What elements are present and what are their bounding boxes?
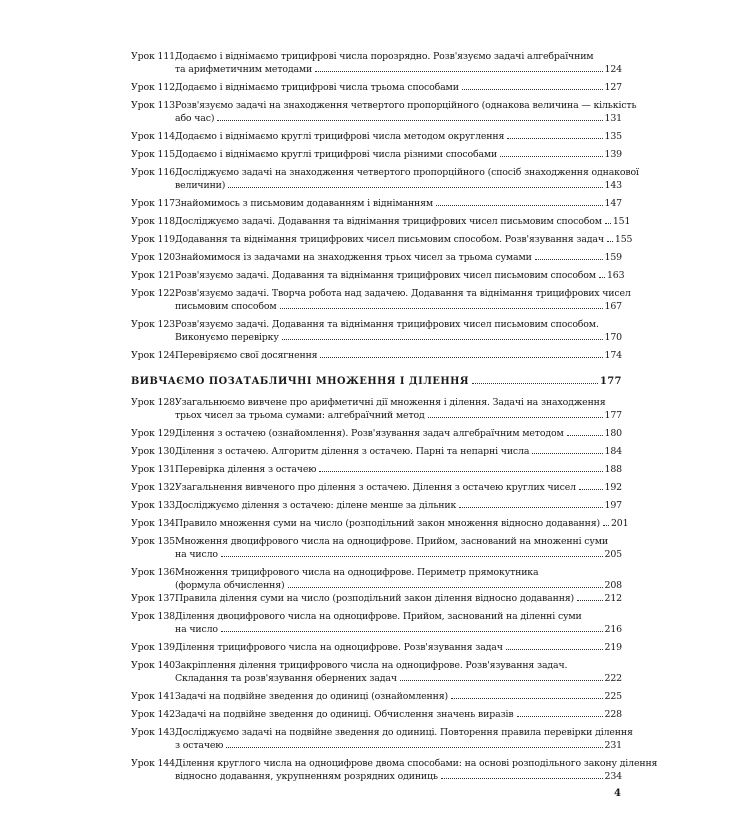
page-ref: 228 bbox=[604, 709, 622, 720]
dot-leader bbox=[507, 138, 602, 139]
entry-title-text: Перевірка ділення з остачею bbox=[175, 464, 317, 475]
lesson-number: Урок 139. bbox=[131, 642, 178, 653]
page-ref: 177 bbox=[600, 376, 622, 387]
dot-leader bbox=[462, 89, 603, 90]
section-heading bbox=[131, 375, 622, 388]
toc-entry bbox=[131, 517, 629, 530]
page-ref: 180 bbox=[604, 428, 622, 439]
entry-line bbox=[175, 427, 622, 440]
lesson-number: Урок 120. bbox=[131, 252, 178, 263]
entry-line bbox=[175, 726, 633, 739]
entry-title-text: Виконуємо перевірку bbox=[175, 332, 279, 343]
entry-title-text: Додавання та віднімання трицифрових чисел письмовим способом. Розв'язування задач bbox=[175, 234, 604, 245]
toc-entry bbox=[131, 535, 622, 561]
entry-body bbox=[175, 50, 622, 76]
entry-title-text: на число bbox=[175, 624, 218, 635]
entry-line bbox=[175, 166, 639, 179]
lesson-number: Урок 140. bbox=[131, 660, 178, 671]
entry-line bbox=[175, 50, 622, 63]
entry-line bbox=[175, 287, 631, 300]
page-ref: 192 bbox=[604, 482, 622, 493]
entry-title-text: Ділення трицифрового числа на одноцифрове. Розв'язування задач bbox=[175, 642, 503, 653]
page-ref: 234 bbox=[604, 771, 622, 782]
entry-body bbox=[175, 610, 622, 636]
toc-entry bbox=[131, 215, 631, 228]
entry-body bbox=[175, 481, 622, 494]
dot-leader bbox=[288, 587, 603, 588]
entry-body bbox=[175, 148, 622, 161]
toc-entry bbox=[131, 99, 637, 125]
dot-leader bbox=[428, 417, 603, 418]
entry-body bbox=[175, 445, 622, 458]
entry-line bbox=[175, 548, 622, 561]
entry-title-text: Розв'язуємо задачі. Додавання та віднімання трицифрових чисел письмовим способом. bbox=[175, 319, 599, 330]
toc-entry bbox=[131, 50, 622, 76]
page-ref: 155 bbox=[614, 234, 633, 245]
page-ref: 208 bbox=[604, 580, 622, 591]
page-ref: 163 bbox=[606, 270, 625, 281]
toc-entry bbox=[131, 757, 658, 783]
entry-line bbox=[175, 233, 633, 246]
entry-line bbox=[175, 481, 622, 494]
lesson-number: Урок 117. bbox=[131, 198, 178, 209]
entry-body bbox=[175, 318, 622, 344]
entry-line bbox=[175, 179, 622, 192]
lesson-number: Урок 118. bbox=[131, 216, 178, 227]
entry-line bbox=[175, 610, 622, 623]
page-ref: 127 bbox=[604, 82, 622, 93]
entry-line bbox=[175, 396, 622, 409]
dot-leader bbox=[280, 308, 603, 309]
toc-entry bbox=[131, 287, 631, 313]
dot-leader bbox=[315, 71, 602, 72]
lesson-number: Урок 128. bbox=[131, 397, 178, 408]
entry-title-text: Ділення круглого числа на одноцифрове двома способами: на основі розподільного закону ділення bbox=[175, 758, 658, 769]
toc-entry bbox=[131, 481, 622, 494]
entry-title-text: (формула обчислення) bbox=[175, 580, 285, 591]
page-ref: 131 bbox=[604, 113, 622, 124]
entry-title-text: Додаємо і віднімаємо трицифрові числа порозрядно. Розв'язуємо задачі алгебраїчним bbox=[175, 51, 594, 62]
toc-entry bbox=[131, 726, 633, 752]
entry-line bbox=[175, 130, 622, 143]
lesson-number: Урок 133. bbox=[131, 500, 178, 511]
entry-body bbox=[175, 535, 622, 561]
entry-body bbox=[175, 517, 629, 530]
dot-leader bbox=[579, 489, 603, 490]
entry-body bbox=[175, 233, 633, 246]
entry-title-text: Правила ділення суми на число (розподільний закон ділення відносно додавання) bbox=[175, 593, 575, 604]
entry-title-text: Знайомимось з письмовим додаванням і відніманням bbox=[175, 198, 434, 209]
dot-leader bbox=[400, 680, 603, 681]
entry-line bbox=[175, 535, 622, 548]
lesson-number: Урок 143. bbox=[131, 727, 178, 738]
entry-title-text: Додаємо і віднімаємо круглі трицифрові числа методом округлення bbox=[175, 131, 505, 142]
lesson-number: Урок 142. bbox=[131, 709, 178, 720]
entry-line bbox=[175, 251, 622, 264]
lesson-number: Урок 124. bbox=[131, 350, 178, 361]
toc-entry bbox=[131, 166, 639, 192]
toc-entry bbox=[131, 349, 622, 362]
entry-title-text: письмовим способом bbox=[175, 301, 277, 312]
entry-title-text: Ділення двоцифрового числа на одноцифрове. Прийом, заснований на діленні суми bbox=[175, 611, 582, 622]
entry-title-text: Задачі на подвійне зведення до одиниці. Обчислення значень виразів bbox=[175, 709, 514, 720]
dot-leader bbox=[319, 471, 602, 472]
dot-leader bbox=[517, 716, 603, 717]
entry-title-text: Розв'язуємо задачі на знаходження четвертого пропорційного (однакова величина — кількість bbox=[175, 100, 637, 111]
entry-title-text: з остачею bbox=[175, 740, 224, 751]
entry-title-text: Множення трицифрового числа на одноцифрове. Периметр прямокутника bbox=[175, 567, 539, 578]
entry-title-text: Задачі на подвійне зведення до одиниці (ознайомлення) bbox=[175, 691, 449, 702]
entry-line bbox=[175, 63, 622, 76]
toc-entry bbox=[131, 690, 622, 703]
lesson-number: Урок 130. bbox=[131, 446, 178, 457]
entry-title-text: Знайомимося із задачами на знаходження трьох чисел за трьома сумами bbox=[175, 252, 532, 263]
dot-leader bbox=[506, 649, 603, 650]
page-ref: 231 bbox=[604, 740, 622, 751]
toc-entry bbox=[131, 81, 622, 94]
dot-leader bbox=[221, 631, 603, 632]
entry-line bbox=[175, 215, 631, 228]
lesson-number: Урок 116. bbox=[131, 167, 178, 178]
dot-leader bbox=[577, 600, 602, 601]
entry-title-text: Перевіряємо свої досягнення bbox=[175, 350, 318, 361]
dot-leader bbox=[436, 205, 602, 206]
entry-line bbox=[175, 517, 629, 530]
page-ref: 159 bbox=[604, 252, 622, 263]
entry-line bbox=[175, 99, 637, 112]
entry-title-text: та арифметичним методами bbox=[175, 64, 313, 75]
lesson-number: Урок 135. bbox=[131, 536, 178, 547]
dot-leader bbox=[567, 435, 603, 436]
entry-body bbox=[175, 659, 622, 685]
dot-leader bbox=[603, 525, 609, 526]
entry-line bbox=[175, 81, 622, 94]
toc-entry bbox=[131, 396, 622, 422]
entry-line bbox=[175, 672, 622, 685]
entry-title-text: Розв'язуємо задачі. Додавання та віднімання трицифрових чисел письмовим способом bbox=[175, 270, 596, 281]
entry-body bbox=[175, 757, 658, 783]
entry-title-text: Досліджуємо задачі. Додавання та віднімання трицифрових чисел письмовим способом bbox=[175, 216, 602, 227]
entry-body bbox=[175, 349, 622, 362]
toc-entry bbox=[131, 251, 622, 264]
page-ref: 212 bbox=[604, 593, 622, 604]
entry-body bbox=[131, 375, 622, 388]
entry-line bbox=[131, 375, 622, 388]
dot-leader bbox=[217, 120, 602, 121]
page-ref: 167 bbox=[604, 301, 622, 312]
toc-entry bbox=[131, 708, 622, 721]
dot-leader bbox=[228, 187, 602, 188]
lesson-number: Урок 114. bbox=[131, 131, 178, 142]
toc-entry bbox=[131, 427, 622, 440]
entry-line bbox=[175, 300, 622, 313]
entry-line bbox=[175, 739, 622, 752]
dot-leader bbox=[599, 277, 605, 278]
entry-line bbox=[175, 269, 625, 282]
toc-entry bbox=[131, 233, 633, 246]
dot-leader bbox=[532, 453, 602, 454]
entry-line bbox=[175, 659, 622, 672]
dot-leader bbox=[282, 339, 603, 340]
lesson-number: Урок 136. bbox=[131, 567, 178, 578]
lesson-number: Урок 138. bbox=[131, 611, 178, 622]
entry-line bbox=[175, 566, 622, 579]
page-ref: 174 bbox=[604, 350, 622, 361]
entry-line bbox=[175, 579, 622, 592]
lesson-number: Урок 129. bbox=[131, 428, 178, 439]
lesson-number: Урок 123. bbox=[131, 319, 178, 330]
entry-line bbox=[175, 690, 622, 703]
lesson-number: Урок 121. bbox=[131, 270, 178, 281]
lesson-number: Урок 115. bbox=[131, 149, 178, 160]
entry-line bbox=[175, 499, 622, 512]
entry-line bbox=[175, 708, 622, 721]
entry-body bbox=[175, 726, 633, 752]
entry-title-text: величини) bbox=[175, 180, 226, 191]
page-ref: 205 bbox=[604, 549, 622, 560]
toc-entry bbox=[131, 610, 622, 636]
toc-entry bbox=[131, 445, 622, 458]
toc-entry bbox=[131, 641, 622, 654]
entry-body bbox=[175, 269, 625, 282]
entry-line bbox=[175, 349, 622, 362]
entry-title-text: Ділення з остачею (ознайомлення). Розв'язування задач алгебраїчним методом bbox=[175, 428, 564, 439]
entry-body bbox=[175, 463, 622, 476]
entry-line bbox=[175, 463, 622, 476]
entry-title-text: або час) bbox=[175, 113, 215, 124]
page-ref: 216 bbox=[604, 624, 622, 635]
toc-entry bbox=[131, 197, 622, 210]
table-of-contents bbox=[131, 50, 658, 783]
entry-body bbox=[175, 215, 631, 228]
entry-body bbox=[175, 690, 622, 703]
page-ref: 197 bbox=[604, 500, 622, 511]
page-ref: 225 bbox=[604, 691, 622, 702]
entry-title-text: Закріплення ділення трицифрового числа на одноцифрове. Розв'язування задач. bbox=[175, 660, 568, 671]
page-ref: 143 bbox=[604, 180, 622, 191]
entry-title-text: Узагальнюємо вивчене про арифметичні дії множення і ділення. Задачі на знаходження bbox=[175, 397, 606, 408]
entry-line bbox=[175, 445, 622, 458]
entry-body bbox=[175, 592, 622, 605]
entry-title-text: Узагальнення вивченого про ділення з остачею. Ділення з остачею круглих чисел bbox=[175, 482, 576, 493]
toc-entry bbox=[131, 499, 622, 512]
entry-body bbox=[175, 641, 622, 654]
entry-body bbox=[175, 130, 622, 143]
toc-entry bbox=[131, 463, 622, 476]
entry-title-text: Правило множення суми на число (розподільний закон множення відносно додавання) bbox=[175, 518, 600, 529]
toc-entry bbox=[131, 592, 622, 605]
entry-title-text: Множення двоцифрового числа на одноцифрове. Прийом, заснований на множенні суми bbox=[175, 536, 608, 547]
lesson-number: Урок 137. bbox=[131, 593, 178, 604]
lesson-number: Урок 112. bbox=[131, 82, 178, 93]
toc-entry bbox=[131, 659, 622, 685]
lesson-number: Урок 113. bbox=[131, 100, 178, 111]
entry-title-text: Додаємо і віднімаємо круглі трицифрові числа різними способами bbox=[175, 149, 498, 160]
entry-title-text: Складання та розв'язування обернених задач bbox=[175, 673, 397, 684]
toc-entry bbox=[131, 269, 625, 282]
dot-leader bbox=[605, 223, 611, 224]
lesson-number: Урок 134. bbox=[131, 518, 178, 529]
entry-body bbox=[175, 197, 622, 210]
page-ref: 135 bbox=[604, 131, 622, 142]
entry-line bbox=[175, 409, 622, 422]
entry-title-text: Додаємо і віднімаємо трицифрові числа трьома способами bbox=[175, 82, 459, 93]
dot-leader bbox=[607, 241, 613, 242]
dot-leader bbox=[459, 507, 602, 508]
page-ref: 188 bbox=[604, 464, 622, 475]
entry-line bbox=[175, 592, 622, 605]
entry-line bbox=[175, 770, 622, 783]
page-ref: 147 bbox=[604, 198, 622, 209]
entry-line bbox=[175, 757, 658, 770]
lesson-number: Урок 122. bbox=[131, 288, 178, 299]
entry-title-text: Розв'язуємо задачі. Творча робота над задачею. Додавання та віднімання трицифрових чисел bbox=[175, 288, 631, 299]
page-ref: 184 bbox=[604, 446, 622, 457]
page-ref: 201 bbox=[610, 518, 629, 529]
toc-entry bbox=[131, 148, 622, 161]
entry-body bbox=[175, 708, 622, 721]
dot-leader bbox=[221, 556, 603, 557]
entry-title-text: відносно додавання, укрупненням розрядних одиниць bbox=[175, 771, 438, 782]
entry-body bbox=[175, 166, 639, 192]
entry-line bbox=[175, 641, 622, 654]
page-ref: 139 bbox=[604, 149, 622, 160]
dot-leader bbox=[441, 778, 603, 779]
page-ref: 124 bbox=[604, 64, 622, 75]
entry-body bbox=[175, 99, 637, 125]
lesson-number: Урок 132. bbox=[131, 482, 178, 493]
entry-title-text: на число bbox=[175, 549, 218, 560]
dot-leader bbox=[500, 156, 602, 157]
entry-body bbox=[175, 81, 622, 94]
entry-title-text: Ділення з остачею. Алгоритм ділення з остачею. Парні та непарні числа bbox=[175, 446, 530, 457]
entry-body bbox=[175, 287, 631, 313]
toc-entry bbox=[131, 130, 622, 143]
entry-body bbox=[175, 566, 622, 592]
dot-leader bbox=[472, 383, 598, 384]
entry-body bbox=[175, 396, 622, 422]
entry-body bbox=[175, 251, 622, 264]
page-ref: 219 bbox=[604, 642, 622, 653]
page-ref: 222 bbox=[604, 673, 622, 684]
entry-body bbox=[175, 499, 622, 512]
page-number: 4 bbox=[614, 788, 621, 799]
entry-title-text: Досліджуємо ділення з остачею: ділене менше за дільник bbox=[175, 500, 457, 511]
lesson-number: Урок 131. bbox=[131, 464, 178, 475]
entry-body bbox=[175, 427, 622, 440]
page-ref: 177 bbox=[604, 410, 622, 421]
lesson-number: Урок 144. bbox=[131, 758, 178, 769]
entry-title-text: ВИВЧАЄМО ПОЗАТАБЛИЧНІ МНОЖЕННЯ І ДІЛЕННЯ bbox=[131, 376, 469, 387]
toc-entry bbox=[131, 318, 622, 344]
dot-leader bbox=[226, 747, 602, 748]
entry-title-text: трьох чисел за трьома сумами: алгебраїчний метод bbox=[175, 410, 425, 421]
entry-title-text: Досліджуємо задачі на подвійне зведення до одиниці. Повторення правила перевірки ділення bbox=[175, 727, 633, 738]
lesson-number: Урок 141. bbox=[131, 691, 178, 702]
lesson-number: Урок 111. bbox=[131, 51, 178, 62]
entry-title-text: Досліджуємо задачі на знаходження четвертого пропорційного (спосіб знаходження однакової bbox=[175, 167, 639, 178]
entry-line bbox=[175, 623, 622, 636]
dot-leader bbox=[451, 698, 603, 699]
toc-entry bbox=[131, 566, 622, 592]
entry-line bbox=[175, 331, 622, 344]
page-ref: 170 bbox=[604, 332, 622, 343]
entry-line bbox=[175, 197, 622, 210]
dot-leader bbox=[535, 259, 603, 260]
lesson-number: Урок 119. bbox=[131, 234, 178, 245]
page-ref: 151 bbox=[612, 216, 631, 227]
entry-line bbox=[175, 148, 622, 161]
entry-line bbox=[175, 112, 622, 125]
entry-line bbox=[175, 318, 622, 331]
dot-leader bbox=[320, 357, 602, 358]
